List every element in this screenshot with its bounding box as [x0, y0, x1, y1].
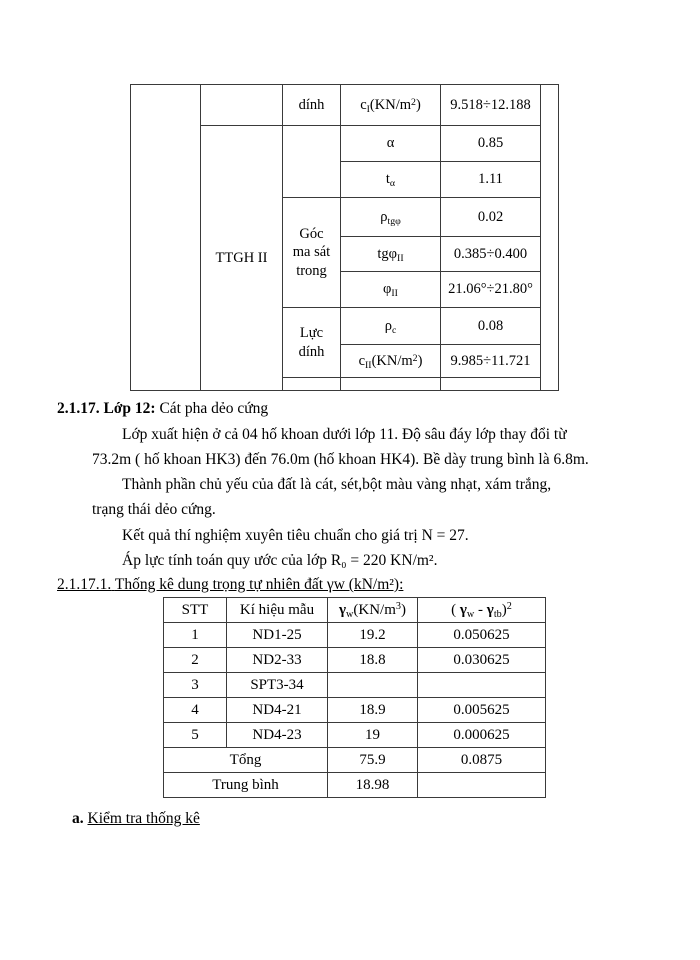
cell-value-cII: 9.985÷11.721 [441, 345, 541, 378]
cell-summary-deviation-tong: 0.0875 [418, 748, 546, 773]
cell-symbol-rho-c: $\rho_c$ [341, 308, 441, 345]
cell-value-rho-tgphi: 0.02 [441, 198, 541, 237]
cell-value-rho-c: 0.08 [441, 308, 541, 345]
header-deviation: ( $\gamma_w - \gamma_{tb})^2$ [418, 598, 546, 623]
cell-value-t-alpha: 1.11 [441, 162, 541, 198]
cell-value-tg-phi-II: 0.385÷0.400 [441, 237, 541, 272]
cell-summary-gamma-w-trung-binh: 18.98 [328, 773, 418, 798]
cell-summary-label-trung-binh: Trung bình [164, 773, 328, 798]
cell-summary-deviation-trung-binh [418, 773, 546, 798]
cell-filler-group [283, 378, 341, 391]
final-item-label: a. [72, 810, 84, 827]
cell-symbol-cI: $c_I(KN/m^2)$ [341, 85, 441, 126]
header-gamma-w: $\gamma_w(KN/m^3)$ [328, 598, 418, 623]
cell-value-cI: 9.518÷12.188 [441, 85, 541, 126]
subsection-heading [57, 573, 403, 597]
cell-symbol-rho-tgphi: $\rho_{tg\varphi}$ [341, 198, 441, 237]
cell-symbol-alpha: α [341, 126, 441, 162]
table-row [164, 648, 546, 673]
header-ki-hieu-mau: Kí hiệu mẫu [227, 598, 328, 623]
cell-stt: 1 [164, 623, 227, 648]
final-list-item [72, 810, 200, 828]
cell-deviation [418, 673, 546, 698]
table-row [164, 723, 546, 748]
paragraph-line-6: Áp lực tính toán quy ước của lớp R₀ = 220 KN/m². [122, 552, 438, 569]
statistics-table [163, 597, 546, 798]
cell-gamma-w [328, 673, 418, 698]
cell-group-dinh: dính [283, 85, 341, 126]
cell-group-goc-ma-sat-trong: Góc ma sát trong [283, 198, 341, 308]
cell-group-blank [283, 126, 341, 198]
cell-blank-col1 [131, 85, 201, 391]
cell-deviation: 0.000625 [418, 723, 546, 748]
cell-gamma-w: 18.9 [328, 698, 418, 723]
cell-symbol-t-alpha: $t_\alpha$ [341, 162, 441, 198]
cell-group-luc-dinh: Lực dính [283, 308, 341, 378]
statistics-table-container [163, 597, 545, 798]
paragraph-line-1: Lớp xuất hiện ở cả 04 hố khoan dưới lớp 11. Độ sâu đáy lớp thay đổi từ [122, 426, 567, 443]
paragraph-line-5: Kết quả thí nghiệm xuyên tiêu chuẩn cho giá trị N = 27. [122, 527, 469, 544]
table-header-row [164, 598, 546, 623]
cell-deviation: 0.005625 [418, 698, 546, 723]
cell-deviation: 0.050625 [418, 623, 546, 648]
table-row [164, 698, 546, 723]
soil-properties-table [130, 84, 559, 391]
cell-deviation: 0.030625 [418, 648, 546, 673]
soil-properties-table-container [130, 84, 558, 391]
table-summary-row-average [164, 773, 546, 798]
section-title-rest: Cát pha dẻo cứng [155, 400, 269, 417]
table-row [164, 623, 546, 648]
cell-gamma-w: 18.8 [328, 648, 418, 673]
cell-ttgh-label: TTGH II [201, 126, 283, 391]
cell-stt: 4 [164, 698, 227, 723]
cell-summary-gamma-w-tong: 75.9 [328, 748, 418, 773]
cell-blank-col2-row1 [201, 85, 283, 126]
section-title-bold: Lớp 12: [103, 400, 156, 417]
table-summary-row-total [164, 748, 546, 773]
cell-symbol-tg-phi-II: tgφ$_{II}$ [341, 237, 441, 272]
cell-summary-label-tong: Tổng [164, 748, 328, 773]
cell-ki-hieu-mau: ND1-25 [227, 623, 328, 648]
cell-value-alpha: 0.85 [441, 126, 541, 162]
section-number: 2.1.17. [57, 400, 100, 417]
paragraph-line-3: Thành phần chủ yếu của đất là cát, sét,bột màu vàng nhạt, xám trắng, [122, 476, 552, 493]
subsection-title: Thống kê dung trọng tự nhiên đất γw (kN/m²): [114, 576, 404, 593]
cell-gamma-w: 19 [328, 723, 418, 748]
header-stt: STT [164, 598, 227, 623]
section-heading [57, 396, 268, 421]
cell-value-phi-II: 21.06°÷21.80° [441, 272, 541, 308]
cell-stt: 2 [164, 648, 227, 673]
cell-symbol-phi-II: $\varphi_{II}$ [341, 272, 441, 308]
cell-filler-value [441, 378, 541, 391]
cell-ki-hieu-mau: SPT3-34 [227, 673, 328, 698]
cell-symbol-cII: $c_{II}(KN/m^2)$ [341, 345, 441, 378]
table-row [164, 673, 546, 698]
cell-ki-hieu-mau: ND4-21 [227, 698, 328, 723]
paragraph-line-4: trạng thái dẻo cứng. [92, 501, 216, 518]
cell-stt: 5 [164, 723, 227, 748]
cell-blank-col6 [541, 85, 559, 391]
cell-ki-hieu-mau: ND2-33 [227, 648, 328, 673]
cell-ki-hieu-mau: ND4-23 [227, 723, 328, 748]
subsection-number: 2.1.17.1. [57, 576, 112, 593]
final-item-text: Kiểm tra thống kê [87, 810, 200, 827]
cell-filler-symbol [341, 378, 441, 391]
table-row [131, 85, 559, 126]
paragraph-line-2: 73.2m ( hố khoan HK3) đến 76.0m (hố khoan HK4). Bề dày trung bình là 6.8m. [92, 451, 589, 468]
cell-stt: 3 [164, 673, 227, 698]
cell-gamma-w: 19.2 [328, 623, 418, 648]
